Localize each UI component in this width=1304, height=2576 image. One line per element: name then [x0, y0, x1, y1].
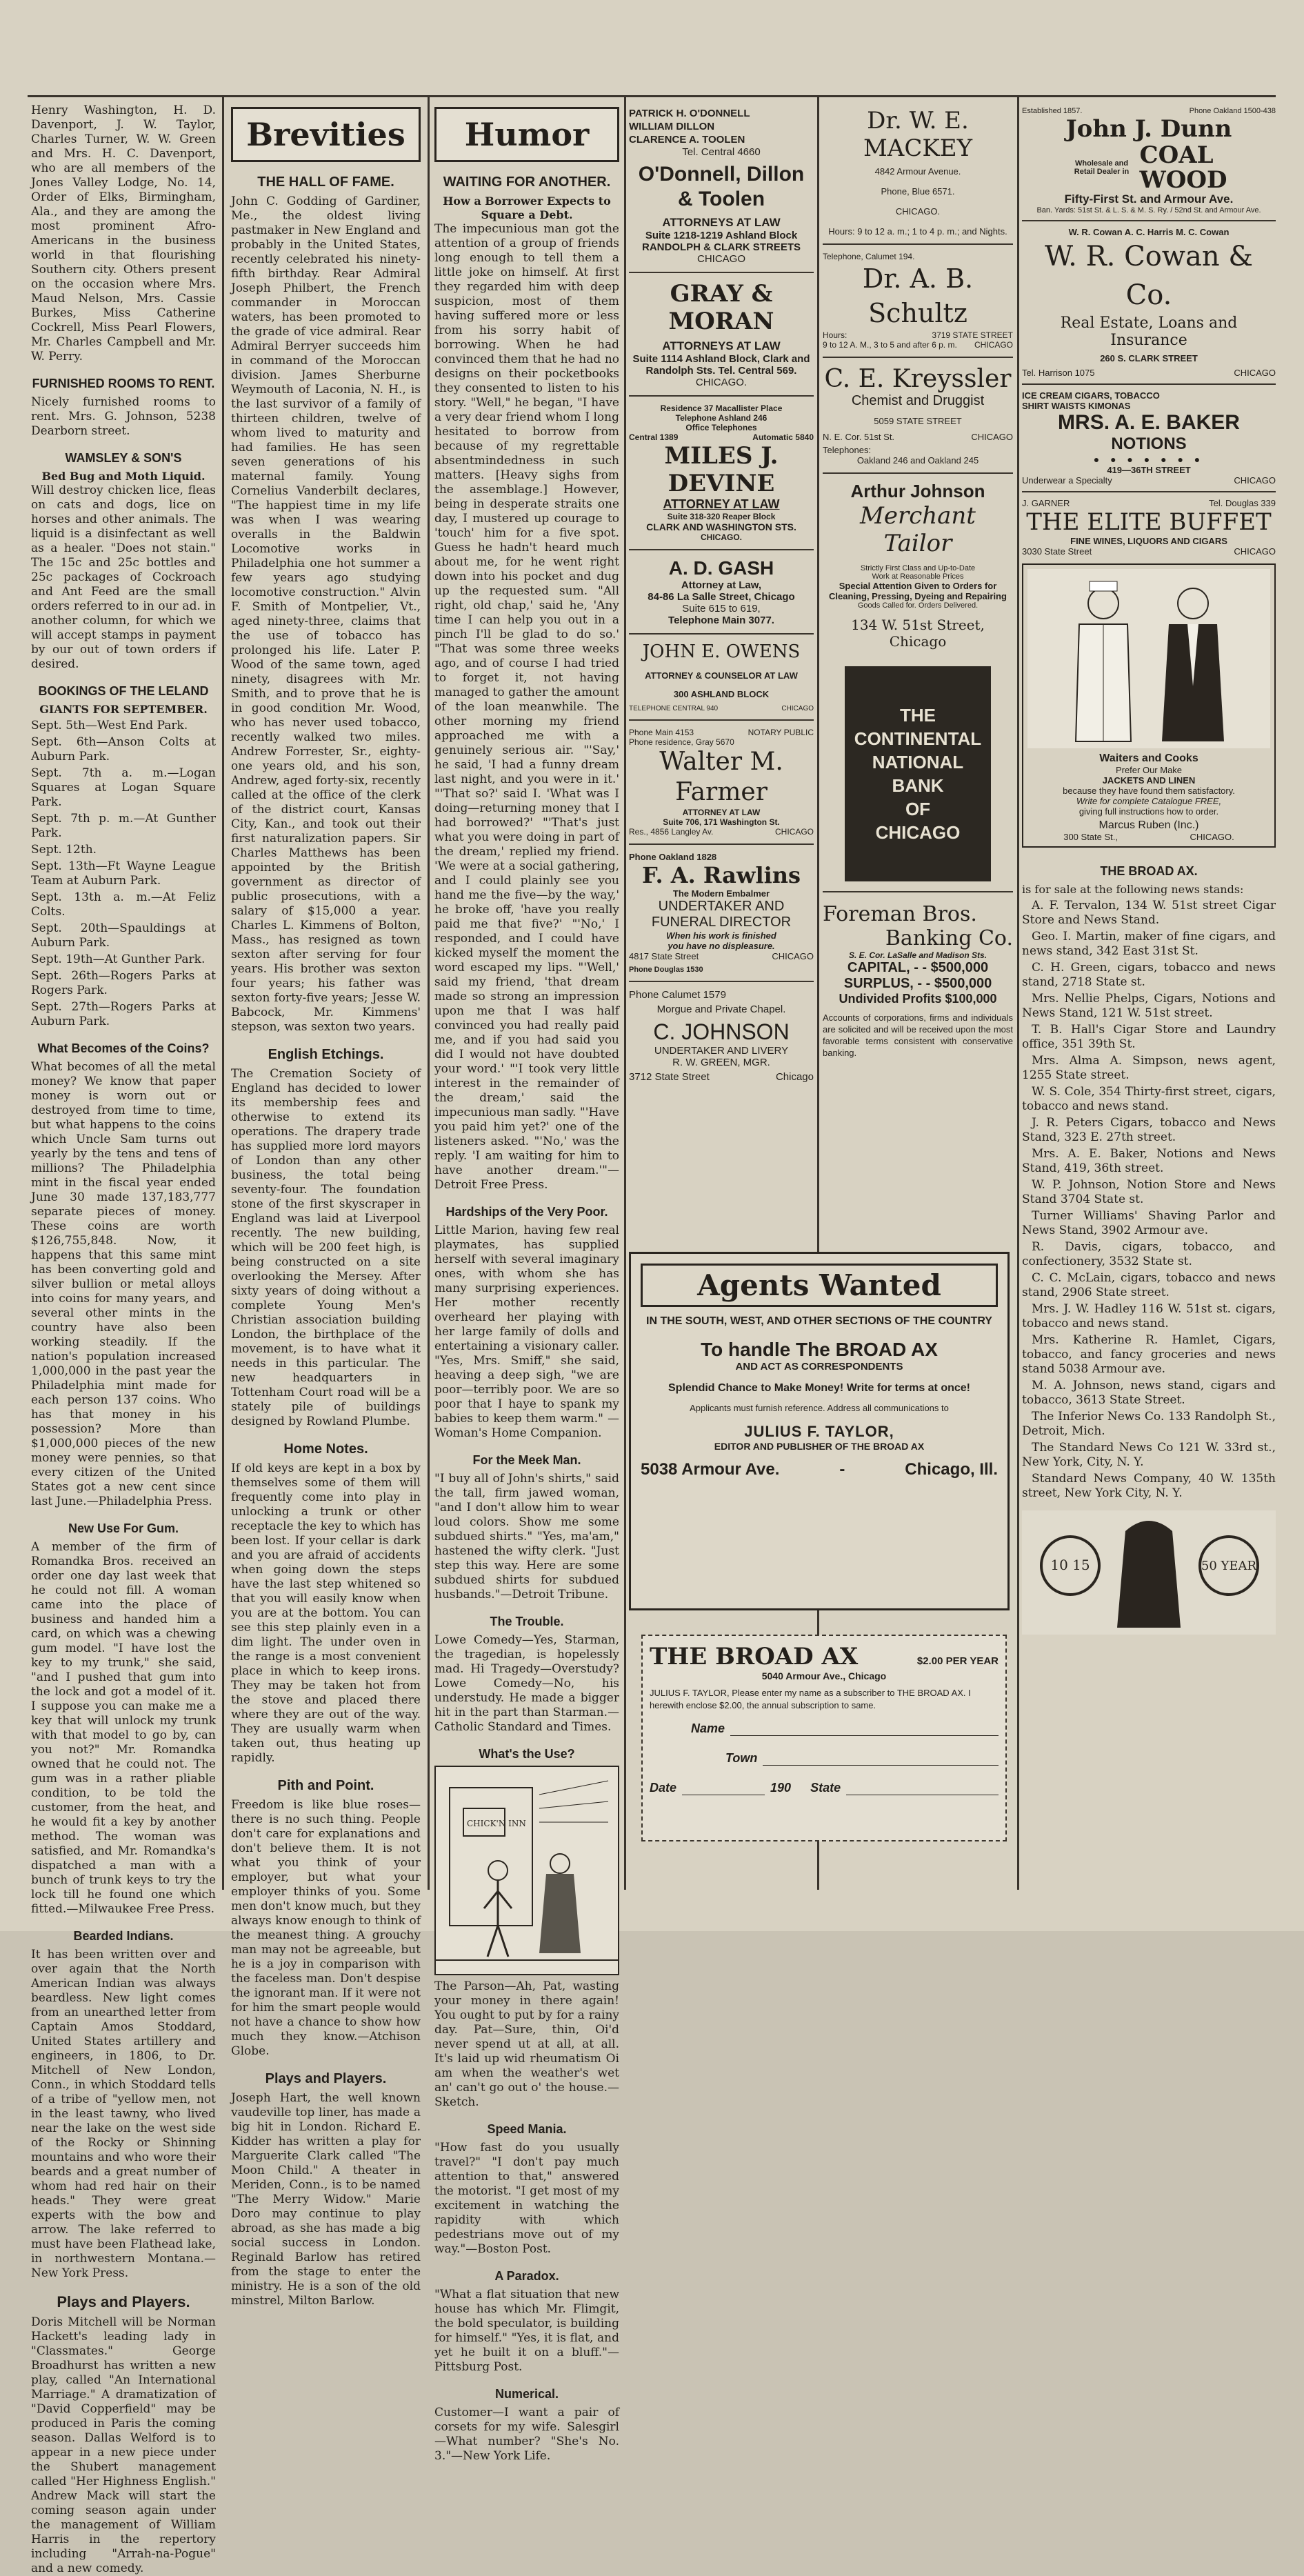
rawlins-name: F. A. Rawlins — [641, 862, 801, 888]
baker-underwear: Underwear a Specialty — [1022, 475, 1112, 486]
mackey-ad — [823, 107, 1013, 237]
bank-line: CHICAGO — [875, 822, 961, 843]
subscribe-address: 5040 Armour Ave., Chicago — [761, 1670, 887, 1681]
odonnell-role: ATTORNEYS AT LAW — [662, 216, 781, 229]
brevities-masthead: Brevities — [231, 107, 421, 162]
odonnell-partner-names — [629, 107, 814, 146]
farmer-city: CHICAGO — [774, 827, 814, 837]
column-4 — [629, 107, 814, 1238]
kreyssler-corner: N. E. Cor. 51st St. — [823, 432, 895, 442]
plays-heading: Plays and Players. — [57, 2293, 190, 2310]
numerical-body: Customer—I want a pair of corsets for my wife. Salesgirl—What number? "She's No. 3."—New York Life. — [434, 2406, 619, 2463]
devine-office: Office Telephones — [685, 423, 757, 432]
devine-telephone: Telephone Ashland 246 — [675, 413, 768, 423]
ruben-address: 300 State St., — [1063, 832, 1118, 842]
devine-automatic: Automatic 5840 — [752, 432, 814, 442]
odonnell-firm: O'Donnell, Dillon & Toolen — [638, 163, 805, 210]
elite-telephone: Tel. Douglas 339 — [1209, 498, 1276, 508]
news-stand-item: The Standard News Co 121 W. 33rd st., New York, City, N. Y. — [1022, 1441, 1276, 1469]
town-field[interactable] — [763, 1753, 999, 1766]
cowan-role: Real Estate, Loans and Insurance — [1060, 314, 1238, 349]
ruben-line2: JACKETS AND LINEN — [1102, 775, 1196, 786]
farmer-role: ATTORNEY AT LAW — [682, 808, 761, 817]
waiters-illustration — [1027, 569, 1270, 748]
foreman-surplus: SURPLUS, - - $500,000 — [843, 976, 992, 991]
owens-role: ATTORNEY & COUNSELOR AT LAW — [645, 670, 798, 681]
ruben-line3: because they have found them satisfactory. — [1063, 786, 1235, 796]
arthur-johnson-address: 134 W. 51st Street, Chicago — [851, 617, 985, 650]
wamsley-body: Will destroy chicken lice, fleas on cats and dogs, lice on horses and other animals. The liquid is a disinfectant as well as a healer. "Does not stain." The 15c and 25c bottles and 25c packages of Cockroach and Ant Feed are the small orders referred to in our ad. in another column, for which we will accept stamps in payment by our out of town orders if desired. — [31, 483, 216, 671]
news-stand-item: Mrs. Katherine R. Hamlet, Cigars, tobacco, and fancy groceries and news stand 5038 Armour ave. — [1022, 1333, 1276, 1376]
devine-name: MILES J. DEVINE — [664, 442, 779, 497]
subscribe-town-label: Town — [725, 1751, 758, 1765]
badge-illustration — [1022, 1510, 1276, 1635]
johnson-chapel: Morgue and Private Chapel. — [656, 1004, 786, 1015]
farmer-residence: Res., 4856 Langley Av. — [629, 827, 714, 837]
top-rule — [28, 95, 1276, 97]
baker-city: CHICAGO — [1234, 475, 1276, 486]
odonnell-ad — [629, 107, 814, 265]
bank-lines — [854, 703, 981, 844]
english-heading: English Etchings. — [268, 1047, 384, 1062]
devine-address: CLARK AND WASHINGTON STS. — [646, 521, 796, 532]
gash-name: A. D. GASH — [668, 557, 774, 579]
elite-city: CHICAGO — [1234, 546, 1276, 557]
agents-line3: AND ACT AS CORRESPONDENTS — [735, 1361, 903, 1372]
agents-address: 5038 Armour Ave. — [641, 1460, 780, 1479]
mackey-address: 4842 Armour Avenue. — [874, 166, 961, 177]
plays2-heading: Plays and Players. — [265, 2071, 387, 2086]
arthur-johnson-line4: Cleaning, Pressing, Dyeing and Repairing — [829, 591, 1007, 601]
cartoon-sign: CHICK'N INN — [467, 1819, 526, 1828]
subscribe-text: JULIUS F. TAYLOR, Please enter my name as a subscriber to THE BROAD AX. I herewith enclose $2.00, the annual subscription to same. — [650, 1688, 971, 1710]
coins-body: What becomes of all the metal money? We know that paper money is worn out or destroyed from time to time, but what happens to the coins which Uncle Sam turns out yearly by the tens and tens of millions? The Philadelphia mint in the fiscal year ended June 30 made 137,183,777 separate pieces of money. These coins are worth $126,755,848. Now, it happens that this same mint has been converting gold and silver bullion or metal alloys into coins for many years, and several other mints in the country have also been working steadily. If the nation's population increased 1,000,000 in the past year the Philadelphia mint made for each person 137 coins. Who has that money in his possession? More than $1,000,000 pieces of the new money were pennies, so that every citizen of the United States got a new cent since last June.—Philadelphia Press. — [31, 1060, 216, 1508]
subscribe-title: THE BROAD AX — [650, 1643, 859, 1670]
bank-line: BANK — [892, 775, 944, 796]
subscribe-price: $2.00 PER YEAR — [916, 1655, 999, 1667]
arthur-johnson-line3: Special Attention Given to Orders for — [839, 581, 997, 591]
rawlins-tag1: When his work is finished — [666, 930, 776, 941]
johnson-manager: R. W. GREEN, MGR. — [672, 1057, 770, 1068]
arthur-johnson-line2: Work at Reasonable Prices — [872, 572, 964, 581]
owens-name: JOHN E. OWENS — [642, 641, 801, 662]
farmer-name: Walter M. Farmer — [659, 748, 783, 806]
baker-dots: ● ● ● ● ● ● ● — [1093, 454, 1205, 465]
fame-body: John C. Godding of Gardiner, Me., the oldest living pastmaker in New England and probably in the United States, recently celebrated his ninety-fifth birthday. Rear Admiral Joseph Philbert, the French commander in Moroccan waters, has been promoted to the grade of vice admiral. Rear Admiral Berryer succeeds him in command of the Moroccan division. James Sherburne Weymouth of Laconia, N. H., is the last survivor of a family of thirteen children, twelve of whom lived to maturity and had families. He has seen seven generations of his maternal family. Young Cornelius Vanderbilt declares, "The happiest time in my life was when I was wearing overalls in the Baldwin Locomotive works in Philadelphia one hot summer a few years ago studying locomotive construction." Alvin F. Smith of Montpelier, Vt., aged ninety-three, claims that the use of tobacco has prolonged his life. Later P. Wood of the same town, aged ninety, disagrees with Mr. Smith, and to prove that he is in good condition Mr. Wood, who has never used tobacco, recently walked two miles. Andrew Forrester, Sr., eighty-one years old, and his son, Andrew, aged forty-six, recently called at the office of the clerk of the district court, Kansas City, Kan., and took out their first naturalization papers. Sir Charles Matthews has been appointed by the British government as director of public prosecutions, with a salary of $15,000 a year. Charles L. Kimmens of Bolton, Mass., has resigned as town sexton after serving for four years. His brother was sexton four years; his father was sexton forty-five years; Jesse W. Babcock, Mr. Kimmens' stepson, was sexton two years. — [231, 194, 421, 1034]
farmer-phone: Phone Main 4153 — [629, 728, 694, 737]
owens-ad — [629, 641, 814, 712]
news-stand-item: A. F. Tervalon, 134 W. 51st street Cigar Store and News Stand. — [1022, 899, 1276, 927]
rawlins-role2: FUNERAL DIRECTOR — [651, 915, 792, 930]
booking-item: Sept. 7th p. m.—At Gunther Park. — [31, 812, 216, 840]
rawlins-address: 4817 State Street — [629, 951, 699, 961]
rawlins-ad — [629, 852, 814, 974]
column-rule — [624, 97, 626, 1890]
odonnell-telephone: Tel. Central 4660 — [682, 146, 761, 158]
odonnell-city: CHICAGO — [696, 253, 745, 265]
numerical-heading: Numerical. — [494, 2387, 559, 2401]
subscription-coupon — [641, 1635, 1007, 1841]
giants-heading: GIANTS FOR SEPTEMBER. — [39, 703, 208, 716]
farmer-ad — [629, 728, 814, 837]
dunn-wood: WOOD — [1139, 166, 1227, 194]
booking-item: Sept. 19th—At Gunther Park. — [31, 952, 205, 966]
news-stand-item: Standard News Company, 40 W. 135th street, New York City, N. Y. — [1022, 1472, 1276, 1500]
intro-paragraph: Henry Washington, H. D. Davenport, J. W. Taylor, Charles Turner, W. W. Green and Mrs. H. C. Davenport, who are all members of the Jones Valley Lodge, No. 14, Order of Elks, Birmingham, Ala., and they are among the most prominent Afro-Americans in the business world in that flourishing Southern city. Others present on the occasion where Mrs. Maud Nelson, Mrs. Cassie Burkes, Miss Catherine Cockrell, Miss Pearl Flowers, Mr. Charles Campbell and Mr. W. Perry. — [31, 103, 216, 363]
schultz-times: 9 to 12 A. M., 3 to 5 and after 6 p. m. — [823, 340, 957, 350]
dunn-branch: Ban. Yards: 51st St. & L. S. & M. S. Ry. / 52nd St. and Armour Ave. — [1036, 206, 1261, 214]
johnson-undertaker-ad — [629, 989, 814, 1083]
ruben-heading: Waiters and Cooks — [1099, 752, 1198, 764]
rooms-body: Nicely furnished rooms to rent. Mrs. G. Johnson, 5238 Dearborn street. — [31, 395, 216, 438]
badge-right-text: 50 YEAR — [1201, 1559, 1257, 1573]
trouble-body: Lowe Comedy—Yes, Starman, the tragedian, is hopelessly mad. Hi Tragedy—Overstudy? Lowe Comedy—No, his understudy. He made a bigger hit in the part than Starman.—Catholic Standard and Times. — [434, 1633, 619, 1734]
booking-item: Sept. 12th. — [31, 843, 97, 857]
gash-address: 84-86 La Salle Street, Chicago — [648, 591, 795, 603]
bank-line: OF — [905, 799, 931, 819]
news-stand-item: C. C. McLain, cigars, tobacco and news stand, 2906 State street. — [1022, 1271, 1276, 1299]
baker-ad — [1022, 390, 1276, 486]
news-stand-item: Mrs. A. E. Baker, Notions and News Stand, 419, 36th street. — [1022, 1147, 1276, 1175]
devine-city: CHICAGO. — [701, 532, 742, 542]
rawlins-role1: UNDERTAKER AND — [658, 899, 785, 914]
arthur-johnson-role: Merchant Tailor — [860, 502, 976, 557]
wamsley-heading: WAMSLEY & SON'S — [65, 451, 182, 465]
baker-address: 419—36TH STREET — [1107, 465, 1191, 475]
booking-item: Sept. 5th—West End Park. — [31, 719, 188, 732]
bank-line: NATIONAL — [872, 752, 964, 772]
agents-name: JULIUS F. TAYLOR, — [744, 1423, 894, 1440]
humor-masthead: Humor — [434, 107, 619, 162]
gash-telephone: Telephone Main 3077. — [668, 615, 774, 626]
ruben-line1: Prefer Our Make — [1115, 765, 1183, 775]
dunn-ad — [1022, 107, 1276, 214]
news-stand-item: The Inferior News Co. 133 Randolph St., Detroit, Mich. — [1022, 1410, 1276, 1438]
cartoon-heading: What's the Use? — [479, 1747, 575, 1761]
gray-moran-ad — [629, 280, 814, 388]
bank-line: THE — [899, 705, 936, 726]
cowan-telephone: Tel. Harrison 1075 — [1022, 368, 1095, 378]
state-field[interactable] — [846, 1782, 999, 1795]
agents-title: Agents Wanted — [641, 1264, 998, 1307]
johnson-name: C. JOHNSON — [653, 1019, 790, 1044]
agents-line5: Applicants must furnish reference. Address all communications to — [690, 1403, 949, 1413]
news-stand-item: J. R. Peters Cigars, tobacco and News Stand, 323 E. 27th street. — [1022, 1116, 1276, 1144]
coins-heading: What Becomes of the Coins? — [37, 1041, 210, 1055]
agents-line4: Splendid Chance to Make Money! Write for terms at once! — [668, 1382, 970, 1394]
gum-body: A member of the firm of Romandka Bros. received an order one day last week that he could not fill. A woman came into the place of business and handed him a card, on which was a chewing gum model. "I have lost the key to my trunk," she said, "and I pushed that gum into the lock and got a model of it. I suppose you can make me a key that will unlock my trunk with that model to go by, can you not?" Mr. Romandka owned that he could not. The gum was in a rather pliable condition, to be told the customer, from the heat, and he would fit a key by another method. The woman was satisfied, and Mr. Romandka's dispatched a man with a bunch of trunk keys to try the lock till he found one which fitted.—Milwaukee Free Press. — [31, 1540, 216, 1916]
agents-line1: IN THE SOUTH, WEST, AND OTHER SECTIONS OF THE COUNTRY — [646, 1315, 992, 1327]
bank-ad — [845, 666, 991, 881]
odonnell-address2: RANDOLPH & CLARK STREETS — [641, 241, 801, 253]
kreyssler-address: 5059 STATE STREET — [874, 416, 962, 426]
farmer-notary: NOTARY PUBLIC — [748, 728, 814, 737]
elite-buffet-ad — [1022, 498, 1276, 557]
date-field[interactable] — [682, 1782, 765, 1795]
news-stand-item: T. B. Hall's Cigar Store and Laundry office, 351 39th St. — [1022, 1023, 1276, 1051]
baker-name: MRS. A. E. BAKER — [1058, 411, 1240, 434]
gash-ad — [629, 557, 814, 626]
bookings-list — [31, 719, 216, 1029]
booking-item: Sept. 7th a. m.—Logan Squares at Logan Square Park. — [31, 766, 216, 809]
owens-address: 300 ASHLAND BLOCK — [673, 689, 770, 699]
schultz-name: Dr. A. B. Schultz — [862, 263, 974, 328]
elite-address: 3030 State Street — [1022, 546, 1092, 557]
kreyssler-ad — [823, 365, 1013, 466]
column-1 — [31, 103, 216, 2575]
home-body: If old keys are kept in a box by themselves some of them will frequently come into play in unlocking a trunk or other receptacle the key to which has been lost. If your cellar is dark and you are afraid of accidents when going down the steps have the last step whitened so that you will easily know when you are at the bottom. You can see this step plainly even in a dim light. The under oven in the range is a most convenient place in which to keep irons. They may be taken hot from the stove and placed there where they are out of the way. They are usually warm when taken out, thus heating up rapidly. — [231, 1461, 421, 1765]
gray-moran-address: Suite 1114 Ashland Block, Clark and Randolph Sts. Tel. Central 569. — [632, 353, 810, 377]
gray-moran-firm: GRAY & MORAN — [668, 280, 774, 335]
gray-moran-role: ATTORNEYS AT LAW — [662, 339, 781, 352]
booking-item: Sept. 13th a. m.—At Feliz Colts. — [31, 890, 216, 919]
agents-dash: - — [839, 1460, 845, 1479]
gash-role: Attorney at Law, — [681, 579, 762, 591]
ruben-ad — [1022, 563, 1276, 848]
devine-role: ATTORNEY AT LAW — [663, 497, 780, 511]
news-stand-item: Mrs. Alma A. Simpson, news agent, 1255 State street. — [1022, 1054, 1276, 1082]
indians-body: It has been written over and over again that the North American Indian was always beardless. New light comes from an unearthed letter from Captain Amos Stoddard, United States artillery and engineers, in 1806, to Dr. Mitchell of New London, Conn., in which Stoddard tells of a tribe of "yellow men, not in the least tawny, who lived near the lake on the west side of the Rocky or Shinning mountains and who wore their beards and a great number of whom had red hair on their heads." They were great experts with the bow and arrow. The lake referred to must have been Flathead lake, in northwestern Montana.—New York Press. — [31, 1948, 216, 2280]
arthur-johnson-line5: Goods Called for. Orders Delivered. — [857, 601, 979, 610]
waiting-heading: WAITING FOR ANOTHER. — [443, 174, 611, 190]
farmer-residence-phone: Phone residence, Gray 5670 — [629, 737, 734, 747]
news-stand-item: M. A. Johnson, news stand, cigars and tobacco, 3613 State Street. — [1022, 1379, 1276, 1407]
johnson-city: Chicago — [775, 1071, 814, 1083]
odonnell-partner-name: CLARENCE A. TOOLEN — [629, 134, 745, 146]
english-body: The Cremation Society of England has decided to lower its membership fees and otherwise to extend its operations. The drapery trade has supplied more lord mayors of London than any other business, the total being seventy-four. The foundation stone of the first skyscraper in England was laid at Liverpool recently. The new building, which will be 200 feet high, is being constructed on a site overlooking the Mersey. After sixty years of doing without a complete Young Men's Christian association building London, the birthplace of the movement, is to have what it needs in this particular. The new headquarters in Tottenham Court road will be a stately pile of buildings designed by Rowland Plumbe. — [231, 1067, 421, 1428]
plays-body: Doris Mitchell will be Norman Hackett's leading lady in "Classmates." George Broadhurst has written a new play, called "An International Marriage." A dramatization of "David Copperfield" may be produced in Paris the coming season. Dallas Welford is to appear in a new piece under the Shubert management called "Her Highness English." Andrew Mack will start the coming season again under the management of William Harris in the repertory including "Arrah-na-Pogue" and a new comedy. — [31, 2315, 216, 2575]
booking-item: Sept. 20th—Spauldings at Auburn Park. — [31, 921, 216, 950]
farmer-suite: Suite 706, 171 Washington St. — [663, 817, 780, 827]
mackey-phone: Phone, Blue 6571. — [881, 186, 955, 197]
fame-heading: THE HALL OF FAME. — [257, 174, 394, 190]
cowan-city: CHICAGO — [1234, 368, 1276, 378]
trouble-heading: The Trouble. — [490, 1615, 564, 1628]
gash-suite: Suite 615 to 619, — [682, 603, 761, 615]
schultz-telephone: Telephone, Calumet 194. — [823, 252, 915, 261]
odonnell-partner-name: PATRICK H. O'DONNELL — [629, 108, 750, 119]
pith-heading: Pith and Point. — [277, 1778, 374, 1793]
waiting-body: The impecunious man got the attention of a group of friends long enough to tell them a little joke on himself. At first they regarded him with deep suspicion, most of them having suffered more or less from his sorry habit of borrowing. When he had convinced them that he had no designs on their pocketbooks they consented to listen to his story. "Well," he began, "I have a very dear friend whom I long hesitated to borrow from because of my regrettable absentmindedness in such matters. [Heavy sighs from the assemblage.] However, being in desperate straits one day, I mustered up courage to 'touch' him for a five spot. Guess he hadn't heard much about me, for he went right down into his pocket and dug up the requested sum. "All right, old chap,' said he, 'Any time I can help you out in a pinch I'll be glad to do so.' "That was some three weeks ago, and of course I had tried to forget it, not having managed to gather the amount of the loan meanwhile. The other morning my friend approached me with a genuinely serious air. "'Say,' he said, 'I had a funny dream last night, and you were in it.' "'That so?' said I. 'What was I doing—returning money that I had borrowed?' "'That's just what you were doing in part of the dream,' replied my friend. 'We were at a social gathering, and I could plainly see you hand me the five—by the way,' he broke off, 'have you really paid me that five?' "'No,' I responded, and I could have kicked myself the moment the word escaped my lips. "'Well,' said my friend, 'that dream made so strong an impression upon me that I was half convinced you had really paid me, and if you had said you did I would not have doubted your word.' "'I took very little interest in the remainder of the dream,' said the impecunious man sadly. "'Have you paid him yet?' one of the listeners asked. "'No,' was the reply. 'I am waiting for him to have another dream.'"—Detroit Free Press. — [434, 222, 619, 1192]
kreyssler-oakland: Oakland 246 and Oakland 245 — [856, 455, 979, 466]
plays2-body: Joseph Hart, the well known vaudeville top liner, has made a big hit in London. Richard E. Kidder has written a play for Marguerite Clark called "The Moon Child." A theater in Meriden, Conn., is to be named "The Merry Widow." Marie Doro may continue to play abroad, as she has made a big social success in London. Reginald Barlow has retired from the stage to enter the ministry. He is a son of the old minstrel, Milton Barlow. — [231, 2091, 421, 2308]
foreman-ad — [823, 902, 1013, 1059]
hardships-heading: Hardships of the Very Poor. — [445, 1205, 608, 1219]
owens-telephone: TELEPHONE CENTRAL 940 — [629, 705, 719, 712]
baker-role: NOTIONS — [1111, 435, 1187, 453]
speed-heading: Speed Mania. — [487, 2122, 567, 2136]
wamsley-subheading: Bed Bug and Moth Liquid. — [41, 470, 205, 483]
column-6 — [1022, 107, 1276, 1893]
waiting-subheading: How a Borrower Expects to Square a Debt. — [443, 194, 611, 221]
news-stand-item: W. P. Johnson, Notion Store and News Stand 3704 State st. — [1022, 1178, 1276, 1206]
bank-line: CONTINENTAL — [854, 728, 982, 749]
rawlins-phone: Phone Oakland 1828 — [629, 852, 717, 862]
foreman-undivided: Undivided Profits $100,000 — [839, 992, 997, 1006]
devine-central: Central 1389 — [629, 432, 679, 442]
dunn-established: Established 1857. — [1022, 107, 1083, 115]
column-3 — [434, 107, 619, 2463]
dunn-address: Fifty-First St. and Armour Ave. — [1064, 192, 1234, 206]
dunn-name: John J. Dunn — [1065, 115, 1232, 143]
news-stand-item: W. S. Cole, 354 Thirty-first street, cigars, tobacco and news stand. — [1022, 1085, 1276, 1113]
arthur-johnson-ad — [823, 481, 1013, 650]
foreman-name2: Banking Co. — [885, 926, 1013, 950]
foreman-name1: Foreman Bros. — [823, 902, 977, 926]
news-stand-item: C. H. Green, cigars, tobacco and news stand, 2718 State st. — [1022, 961, 1276, 989]
elite-sub: FINE WINES, LIQUORS AND CIGARS — [1070, 536, 1227, 546]
news-stand-item: Mrs. Nellie Phelps, Cigars, Notions and News Stand, 121 W. 51st street. — [1022, 992, 1276, 1020]
agents-city: Chicago, Ill. — [905, 1460, 998, 1479]
arthur-johnson-name: Arthur Johnson — [850, 481, 985, 501]
devine-suite: Suite 318-320 Reaper Block — [667, 512, 776, 521]
dunn-wholesale: Wholesale and Retail Dealer in — [1074, 159, 1130, 176]
arthur-johnson-line1: Strictly First Class and Up-to-Date — [860, 564, 976, 572]
kreyssler-name: C. E. Kreyssler — [824, 365, 1012, 393]
kreyssler-role: Chemist and Druggist — [851, 393, 985, 408]
baker-items1: ICE CREAM CIGARS, TOBACCO — [1022, 390, 1160, 401]
meek-body: "I buy all of John's shirts," said the tall, firm jawed woman, "and I don't allow him to wear loud colors. Show me some subdued shirts." "Yes, ma'am," hastened the wifty clerk. "Just step this way. Here are some subdued shirts for subdued husbands."—Detroit Tribune. — [434, 1472, 619, 1601]
pith-body: Freedom is like blue roses—there is no such thing. People don't care for explanations and don't believe them. It is not what you think of your employer, but what your employer thinks of you. Some men don't know much, but they always know enough to think of the meanest thing. A grouchy man may not be agreeable, but he is a joy in comparison with the faceless man. Don't despise the ignorant man. If it were not for him the smart people would not have a chance to show how much they know.—Atchison Globe. — [231, 1798, 421, 2058]
foreman-corner: S. E. Cor. LaSalle and Madison Sts. — [848, 950, 987, 960]
schultz-address: 3719 STATE STREET — [932, 330, 1013, 340]
badge-left-text: 10 15 — [1050, 1557, 1090, 1573]
column-rule — [222, 97, 224, 1890]
ruben-name: Marcus Ruben (Inc.) — [1099, 819, 1199, 831]
odonnell-partner-name: WILLIAM DILLON — [629, 121, 715, 132]
johnson-address: 3712 State Street — [629, 1071, 710, 1083]
baker-items2: SHIRT WAISTS KIMONAS — [1022, 401, 1131, 411]
paradox-heading: A Paradox. — [494, 2269, 559, 2283]
booking-item: Sept. 13th—Ft Wayne League Team at Auburn Park. — [31, 859, 216, 888]
speed-body: "How fast do you usually travel?" "I don't pay much attention to that," answered the motorist. "I get most of my excitement in watching the rapidity with which pedestrians move out of my way."—Boston Post. — [434, 2141, 619, 2256]
cowan-address: 260 S. CLARK STREET — [1100, 353, 1198, 363]
foreman-capital: CAPITAL, - - $500,000 — [847, 960, 989, 975]
rawlins-city: CHICAGO — [772, 951, 814, 961]
broadax-heading: THE BROAD AX. — [1100, 864, 1198, 878]
news-stands-list — [1022, 899, 1276, 1501]
indians-heading: Bearded Indians. — [73, 1929, 174, 1943]
cartoon-caption: The Parson—Ah, Pat, wasting your money in there again! You ought to put by for a rainy day. Pat—Sure, thin, Oi'd never spend ut at all, at all. It's laid up wid rheumatism Oi am when the weather's wet an' can't go out o' the house.—Sketch. — [434, 1979, 619, 2109]
dunn-coal: COAL — [1139, 141, 1214, 169]
johnson-phone: Phone Calumet 1579 — [629, 989, 726, 1001]
meek-heading: For the Meek Man. — [472, 1453, 581, 1467]
elite-name: THE ELITE BUFFET — [1026, 508, 1272, 536]
cowan-names: W. R. Cowan A. C. Harris M. C. Cowan — [1068, 227, 1230, 237]
column-rule — [817, 97, 819, 1890]
devine-residence: Residence 37 Macallister Place — [660, 403, 783, 413]
name-field[interactable] — [730, 1723, 999, 1736]
subscribe-name-label: Name — [691, 1721, 725, 1735]
column-2 — [231, 107, 421, 2308]
home-heading: Home Notes. — [283, 1441, 368, 1457]
gum-heading: New Use For Gum. — [68, 1521, 179, 1535]
dunn-phone: Phone Oakland 1500-438 — [1189, 107, 1276, 115]
subscribe-state-label: State — [810, 1781, 841, 1795]
ruben-line5: giving full instructions how to order. — [1079, 806, 1219, 817]
ruben-city: CHICAGO. — [1190, 832, 1234, 842]
kreyssler-telephones: Telephones: — [823, 445, 872, 455]
column-5 — [823, 107, 1013, 1238]
subscribe-date-label: Date — [650, 1781, 677, 1795]
rawlins-sub: The Modern Embalmer — [672, 888, 770, 899]
column-rule — [428, 97, 430, 1890]
agents-line2: To handle The BROAD AX — [701, 1339, 938, 1360]
schultz-ad — [823, 252, 1013, 350]
ruben-line4: Write for complete Catalogue FREE, — [1076, 796, 1222, 806]
cowan-ad — [1022, 227, 1276, 378]
column-rule — [1017, 97, 1019, 1890]
agents-wanted-ad — [629, 1252, 1010, 1610]
cartoon-illustration — [434, 1766, 619, 1975]
elite-garner: J. GARNER — [1022, 498, 1070, 508]
booking-item: Sept. 27th—Rogers Parks at Auburn Park. — [31, 1000, 216, 1028]
leland-heading: BOOKINGS OF THE LELAND — [38, 684, 209, 698]
paradox-body: "What a flat situation that new house has which Mr. Flimgit, the bold speculator, is building for himself." "Yes, it is flat, and yet he built it on a bluff."—Pittsburg Post. — [434, 2288, 619, 2374]
news-stand-item: Geo. I. Martin, maker of fine cigars, and news stand, 342 East 31st St. — [1022, 930, 1276, 958]
gray-moran-city: CHICAGO. — [695, 377, 748, 388]
mackey-name: Dr. W. E. MACKEY — [863, 107, 973, 162]
broadax-intro: is for sale at the following news stands: — [1022, 883, 1244, 896]
rawlins-douglas: Phone Douglas 1530 — [629, 966, 703, 974]
foreman-body: Accounts of corporations, firms and individuals are solicited and will be received upon the most favorable terms consistent with conservative banking. — [823, 1012, 1013, 1058]
owens-city: CHICAGO — [781, 705, 814, 712]
mackey-city: CHICAGO. — [895, 206, 941, 217]
booking-item: Sept. 6th—Anson Colts at Auburn Park. — [31, 735, 216, 763]
rawlins-tag2: you have no displeasure. — [668, 941, 775, 951]
schultz-city: CHICAGO — [974, 340, 1013, 350]
news-stand-item: Turner Williams' Shaving Parlor and News Stand, 3902 Armour ave. — [1022, 1209, 1276, 1237]
news-stand-item: R. Davis, cigars, tobacco, and confectionery, 3532 State st. — [1022, 1240, 1276, 1268]
rooms-heading: FURNISHED ROOMS TO RENT. — [32, 377, 215, 390]
booking-item: Sept. 26th—Rogers Parks at Rogers Park. — [31, 969, 216, 997]
kreyssler-city: CHICAGO — [971, 432, 1013, 442]
mackey-hours: Hours: 9 to 12 a. m.; 1 to 4 p. m.; and Nights. — [828, 226, 1007, 237]
schultz-hours: Hours: — [823, 330, 847, 340]
news-stand-item: Mrs. J. W. Hadley 116 W. 51st st. cigars, tobacco and news stand. — [1022, 1302, 1276, 1330]
cowan-firm: W. R. Cowan & Co. — [1045, 241, 1253, 311]
hardships-body: Little Marion, having few real playmates, has supplied herself with several imaginary ones, with whom she has many surprising experiences. Her mother recently overheard her playing with her large family of dolls and entertaining a visionary caller. "Yes, Mrs. Smiff," she said, heaving a deep sigh, "we are poor—terribly poor. We are so poor that I haye to spank my babies to keep them warm." —Woman's Home Companion. — [434, 1224, 619, 1440]
odonnell-address: Suite 1218-1219 Ashland Block — [645, 230, 798, 241]
johnson-role: UNDERTAKER AND LIVERY — [654, 1045, 789, 1057]
agents-role: EDITOR AND PUBLISHER OF THE BROAD AX — [714, 1441, 925, 1452]
devine-ad — [629, 403, 814, 542]
subscribe-year-label: 190 — [770, 1781, 792, 1795]
